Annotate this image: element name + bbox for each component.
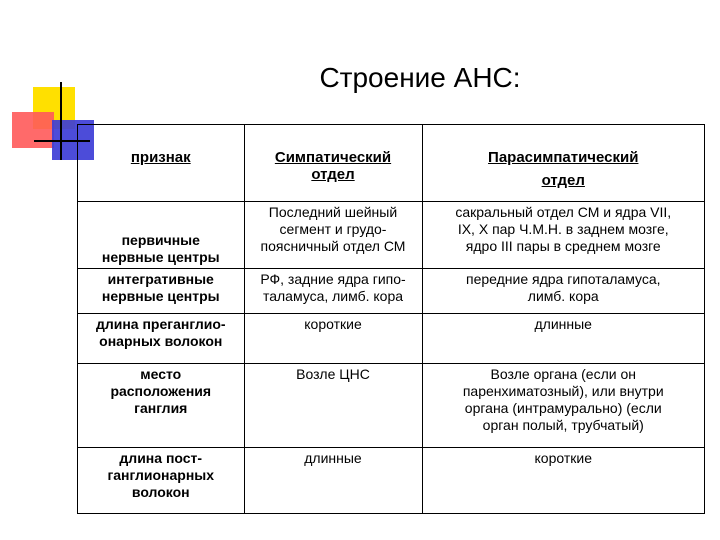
comparison-table <box>77 124 705 514</box>
row-parasympathetic <box>422 313 704 363</box>
row-feature <box>78 447 244 513</box>
cell-line: длинные <box>534 315 592 332</box>
cell-line: ганглия <box>134 399 188 416</box>
cell-line: нервные центры <box>101 248 220 265</box>
decor-red-square <box>12 112 54 148</box>
cell-line: лимб. кора <box>527 287 599 304</box>
row-sympathetic <box>244 447 422 513</box>
row-sympathetic <box>244 268 422 313</box>
cell-line: длинные <box>304 449 362 466</box>
row-parasympathetic <box>422 201 704 268</box>
cell-line: волокон <box>131 483 190 500</box>
cell-line: первичные <box>121 231 200 248</box>
cell-line: длина преганглио- <box>95 315 226 332</box>
row-sympathetic <box>244 313 422 363</box>
cell-line: орган полый, трубчатый) <box>482 416 644 433</box>
cell-line: длина пост- <box>119 449 203 466</box>
cell-line: место <box>140 365 182 382</box>
cell-line: интегративные <box>107 270 214 287</box>
cell-line: передние ядра гипоталамуса, <box>465 270 661 287</box>
cell-line: IX, X пар Ч.М.Н. в заднем мозге, <box>457 220 669 237</box>
slide-title: Строение АНС: <box>319 62 521 93</box>
row-parasympathetic <box>422 268 704 313</box>
cell-line: органа (интрамурально) (если <box>464 399 662 416</box>
cell-line: короткие <box>304 315 362 332</box>
header-parasympathetic-line: отдел <box>541 172 585 189</box>
header-sympathetic <box>244 125 422 201</box>
row-feature <box>78 201 244 268</box>
row-sympathetic <box>244 363 422 447</box>
cell-line: короткие <box>534 449 592 466</box>
cell-line: сегмент и грудо- <box>279 220 387 237</box>
header-feature <box>78 125 244 201</box>
cell-line: ядро III пары в среднем мозге <box>465 237 661 254</box>
cell-line: РФ, задние ядра гипо- <box>260 270 406 287</box>
cell-line: нервные центры <box>101 287 220 304</box>
table-row <box>78 201 704 268</box>
cell-line: сакральный отдел СМ и ядра VII, <box>455 203 672 220</box>
row-parasympathetic <box>422 447 704 513</box>
cell-line: паренхиматозный), или внутри <box>462 382 664 399</box>
header-feature-text: признак <box>130 149 191 166</box>
table-row <box>78 313 704 363</box>
cell-line: ганглионарных <box>107 466 215 483</box>
row-feature <box>78 313 244 363</box>
table-header-row <box>78 125 704 201</box>
cell-line: таламуса, лимб. кора <box>262 287 404 304</box>
cell-line: Последний шейный <box>268 203 398 220</box>
cell-line: онарных волокон <box>99 332 223 349</box>
cell-line: расположения <box>110 382 212 399</box>
header-parasympathetic <box>422 125 704 201</box>
cell-line: Возле ЦНС <box>296 365 370 382</box>
table-row <box>78 363 704 447</box>
row-feature <box>78 268 244 313</box>
header-sympathetic-line: Симпатический <box>274 149 392 166</box>
row-sympathetic <box>244 201 422 268</box>
row-parasympathetic <box>422 363 704 447</box>
cell-line: поясничный отдел СМ <box>260 237 406 254</box>
table-row <box>78 268 704 313</box>
row-feature <box>78 363 244 447</box>
table-row <box>78 447 704 513</box>
header-parasympathetic-line: Парасимпатический <box>488 149 639 166</box>
header-sympathetic-line: отдел <box>311 166 355 183</box>
cell-line: Возле органа (если он <box>490 365 636 382</box>
